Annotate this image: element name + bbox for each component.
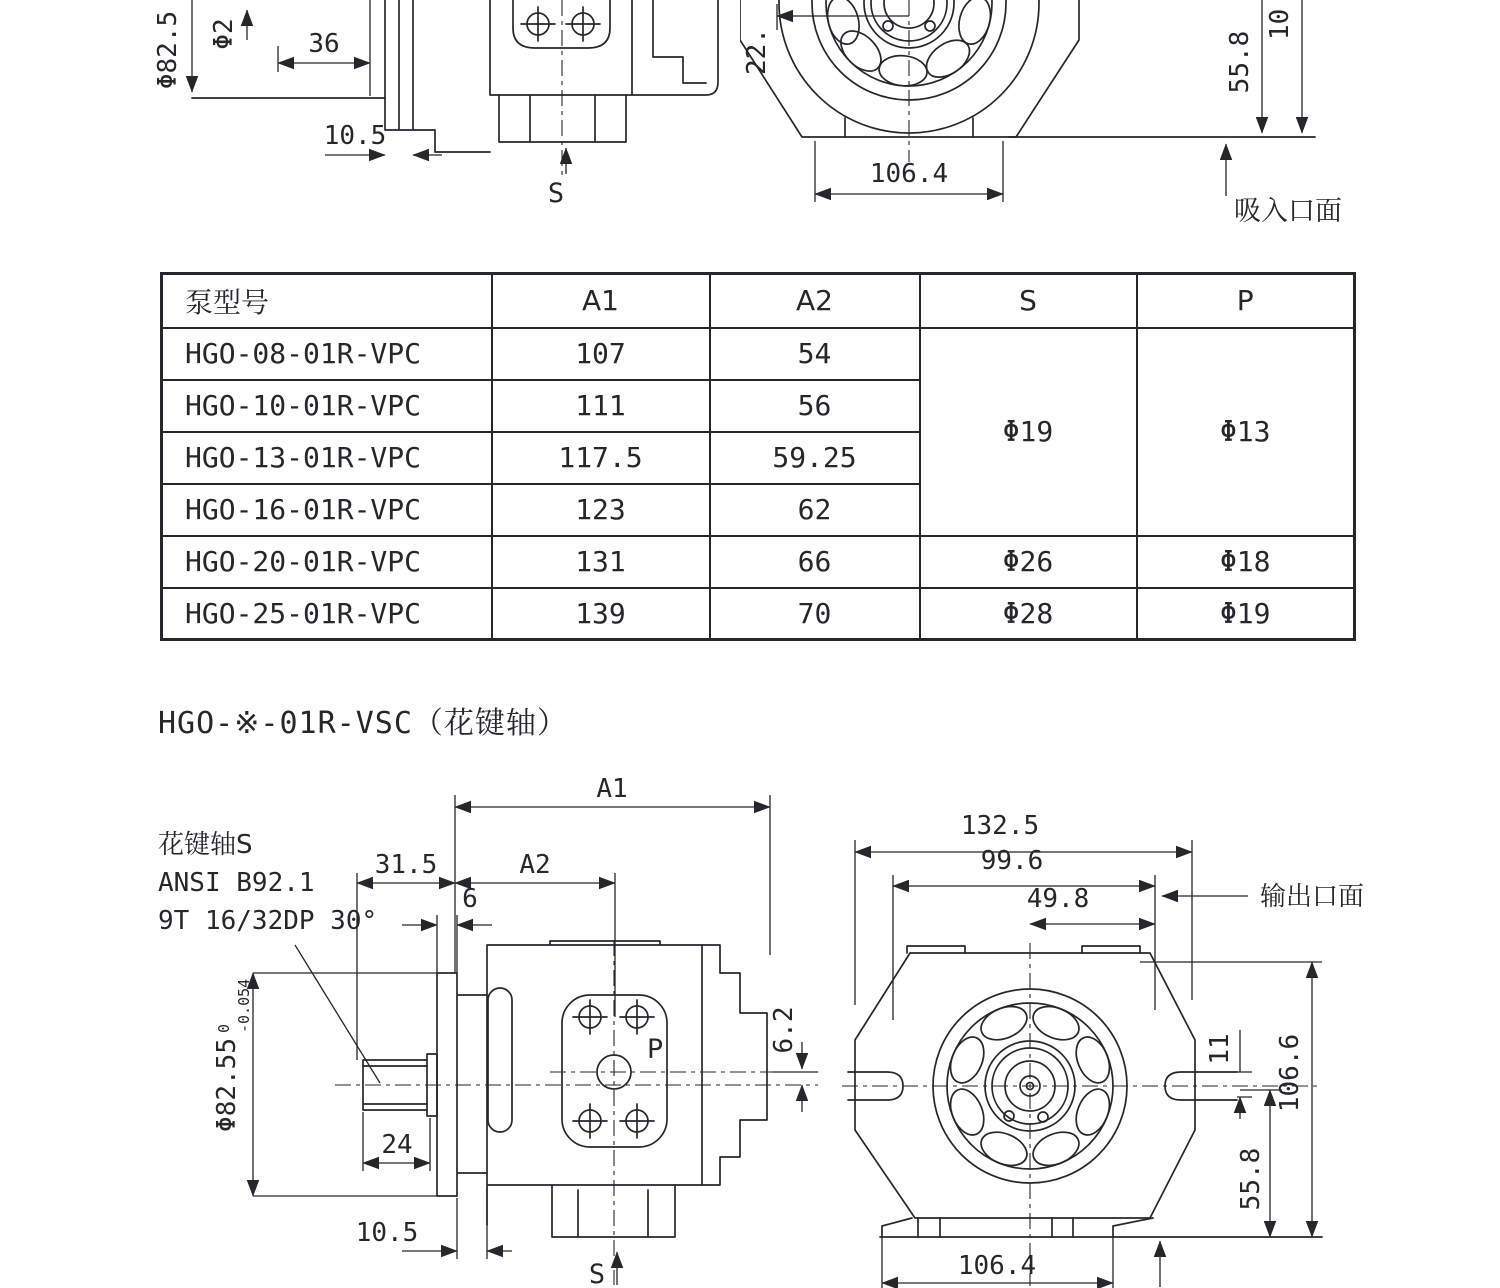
spline-callout-line3: 9T 16/32DP 30° [158,906,378,936]
col-header-p: P [1137,274,1355,328]
dim-10-5: 10.5 [355,1218,419,1248]
cell-a2: 54 [710,328,920,380]
dim-a1: A1 [596,774,628,804]
dim-phi-82-55: Φ82.55 [212,1038,242,1132]
col-header-model: 泵型号 [162,274,492,328]
cell-a1: 131 [492,536,710,588]
table-row [162,536,1355,588]
cell-a2: 59.25 [710,432,920,484]
dim-106-4: 106.4 [957,1251,1037,1281]
cell-model: HGO-13-01R-VPC [162,432,492,484]
cell-a1: 117.5 [492,432,710,484]
cell-a2: 56 [710,380,920,432]
col-header-s: S [920,274,1137,328]
cell-a2: 66 [710,536,920,588]
cell-s: Φ28 [920,588,1137,640]
cell-p: Φ19 [1137,588,1355,640]
dim-31-5: 31.5 [374,850,438,880]
dim-55-8: 55.8 [1225,30,1255,94]
table-header-row [162,274,1355,328]
bottom-side-view-drawing [150,755,860,1288]
dim-phi-2: Φ2 [209,18,239,50]
col-header-a2: A2 [710,274,920,328]
dim-36: 36 [308,29,340,59]
cell-model: HGO-08-01R-VPC [162,328,492,380]
dim-10: 10 [1265,8,1295,40]
tolerance-upper: 0 [215,1023,233,1033]
cell-a1: 111 [492,380,710,432]
dim-phi-82-5: Φ82.5 [153,10,183,90]
cell-a1: 123 [492,484,710,536]
suction-port-label: S [588,1259,606,1288]
cell-model: HGO-25-01R-VPC [162,588,492,640]
cell-p: Φ18 [1137,536,1355,588]
suction-port-label: S [547,178,565,209]
cell-model: HGO-16-01R-VPC [162,484,492,536]
pressure-port-label: P [647,1034,664,1065]
suction-face-label: 吸入口面 [1234,196,1342,227]
dim-10-5: 10.5 [323,121,387,151]
dim-106-6: 106.6 [1275,1033,1305,1113]
cell-model: HGO-20-01R-VPC [162,536,492,588]
table-row [162,328,1355,380]
dim-6-2: 6.2 [769,1006,799,1054]
cell-a1: 107 [492,328,710,380]
pump-side-outline [363,941,767,1237]
cell-s: Φ26 [920,536,1137,588]
table-row [162,588,1355,640]
dim-6: 6 [462,884,478,914]
centerlines [842,943,1322,1286]
bottom-front-view-drawing [840,755,1500,1288]
cell-p-merged: Φ13 [1137,328,1355,536]
cell-model: HGO-10-01R-VPC [162,380,492,432]
dim-106-4: 106.4 [869,159,949,189]
tolerance-lower: -0.054 [235,978,253,1033]
dim-99-6: 99.6 [980,846,1044,876]
dim-a2: A2 [519,850,551,880]
dim-55-8: 55.8 [1236,1147,1266,1211]
section-heading: HGO-※-01R-VSC（花键轴） [158,706,568,741]
pump-spec-table [160,272,1356,641]
cell-a2: 70 [710,588,920,640]
dim-24: 24 [381,1130,413,1160]
top-side-view-drawing [150,0,730,235]
cell-a1: 139 [492,588,710,640]
pump-side-outline [192,0,718,152]
outlet-face-label: 输出口面 [1259,882,1365,912]
col-header-a1: A1 [492,274,710,328]
dim-22: 22. [742,28,772,75]
dim-phi-82-55-group [212,979,253,1132]
cell-s-merged: Φ19 [920,328,1137,536]
top-front-view-drawing [740,0,1500,235]
dim-11: 11 [1205,1033,1235,1065]
dim-49-8: 49.8 [1026,884,1090,914]
spline-callout-line1: 花键轴S [158,830,253,860]
dim-132-5: 132.5 [960,811,1040,841]
cell-a2: 62 [710,484,920,536]
spline-callout-line2: ANSI B92.1 [158,868,315,898]
